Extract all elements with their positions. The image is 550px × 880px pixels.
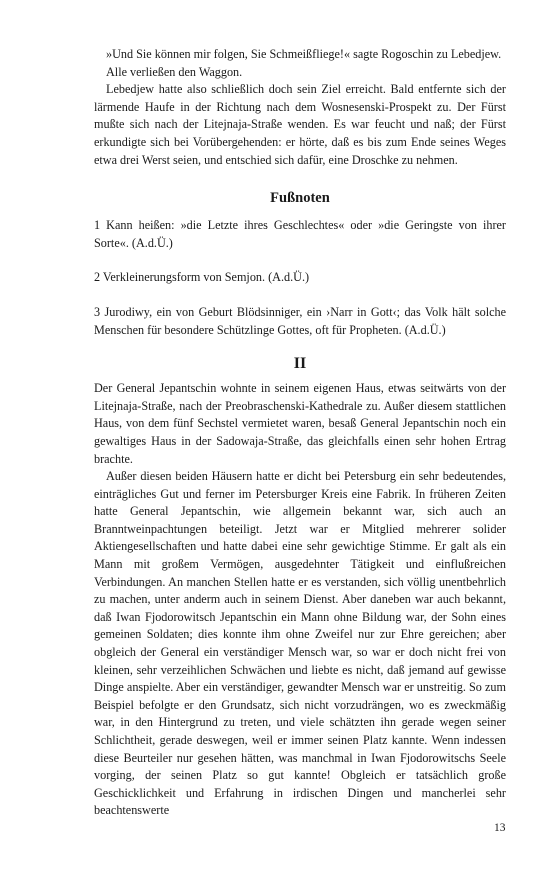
- paragraph-lebedjew-goal: Lebedjew hatte also schließlich doch sein Ziel erreicht. Bald entfernte sich der lärmende Haufe in der Richtung nach dem Wosnesenski-Prospekt zu. Der Fürst mußte sich nach der Litejnaja-Straße wenden. Es war feucht und naß; der Fürst erkundigte sich bei Vorübergehenden: er hörte, daß es bis zum Ende seines Weges etwa drei Werst seien, und entschied sich dafür, eine Droschke zu nehmen.: [94, 82, 506, 167]
- footnotes-heading: Fußnoten: [270, 190, 330, 207]
- paragraph-leaving-waggon: Alle verließen den Waggon.: [106, 64, 243, 79]
- chapter-heading: II: [293, 355, 307, 373]
- paragraph-general-wealth: Außer diesen beiden Häusern hatte er dicht bei Petersburg ein sehr bedeutendes, einträgliches Gut und ferner im Petersburger Kreis eine Fabrik. In früheren Zeiten hatte General Jepantschin, wie allgemein bekannt war, sich auch an Branntweinpachtungen beteiligt. Jetzt war er Mitglied mehrerer solider Aktiengesellschaften und hatte dabei eine sehr gewichtige Stimme. Er galt als ein Mann mit großem Vermögen, ausgedehnter Tätigkeit und einflußreichen Verbindungen. An manchen Stellen hatte er es verstanden, sich völlig unentbehrlich zu machen, unter anderm auch in seinem Dienst. Aber daneben war auch bekannt, daß Iwan Fjodorowitsch Jepantschin ein Mann ohne Bildung war, der Sohn eines gemeinen Soldaten; dies konnte ihm ohne Zweifel nur zur Ehre gereichen; aber obgleich der General ein verständiger Mensch war, so war er doch nicht frei von kleinen, sehr verzeihlichen Schwächen und liebte es nicht, daß jemand auf gewisse Dinge anspielte. Aber ein verständiger, gewandter Mensch war er unstreitig. So zum Beispiel befolgte er den Grundsatz, sich nicht vorzudrängen, wo es zweckmäßig war, in den Hintergrund zu treten, und viele schätzten ihn gerade wegen seiner Schlichtheit, gerade deswegen, weil er immer seinen Platz kannte. Wenn indessen diese Beurteiler nur gesehen hätten, was manchmal in Iwan Fjodorowitschs Seele vorging, der seinen Platz so gut kannte! Obgleich er tatsächlich große Geschicklichkeit und Erfahrung in irdischen Dingen und mancherlei sehr beachtenswerte: [94, 469, 506, 818]
- paragraph-general-house: Der General Jepantschin wohnte in seinem eigenen Haus, etwas seitwärts von der Litejnaja-Straße, nach der Preobraschenski-Kathedrale zu. Außer diesem stattlichen Haus, von dem fünf Sechstel vermietet waren, besaß General Jepantschin noch ein gewaltiges Haus in der Sadowaja-Straße, das gleichfalls einen sehr hohen Ertrag brachte.: [94, 381, 506, 466]
- footnote-3: 3 Jurodiwy, ein von Geburt Blödsinniger, ein ›Narr in Gott‹; das Volk hält solche Menschen für besondere Schützlinge Gottes, oft für Propheten. (A.d.Ü.): [94, 304, 506, 337]
- page-body: [94, 46, 506, 820]
- paragraph-rogoschin-quote: »Und Sie können mir folgen, Sie Schmeißfliege!« sagte Rogoschin zu Lebedjew.: [106, 47, 502, 61]
- page-number: 13: [494, 822, 506, 834]
- footnote-1: 1 Kann heißen: »die Letzte ihres Geschlechtes« oder »die Geringste von ihrer Sorte«. (A.d.Ü.): [94, 218, 506, 250]
- footnote-2: 2 Verkleinerungsform von Semjon. (A.d.Ü.): [94, 270, 310, 285]
